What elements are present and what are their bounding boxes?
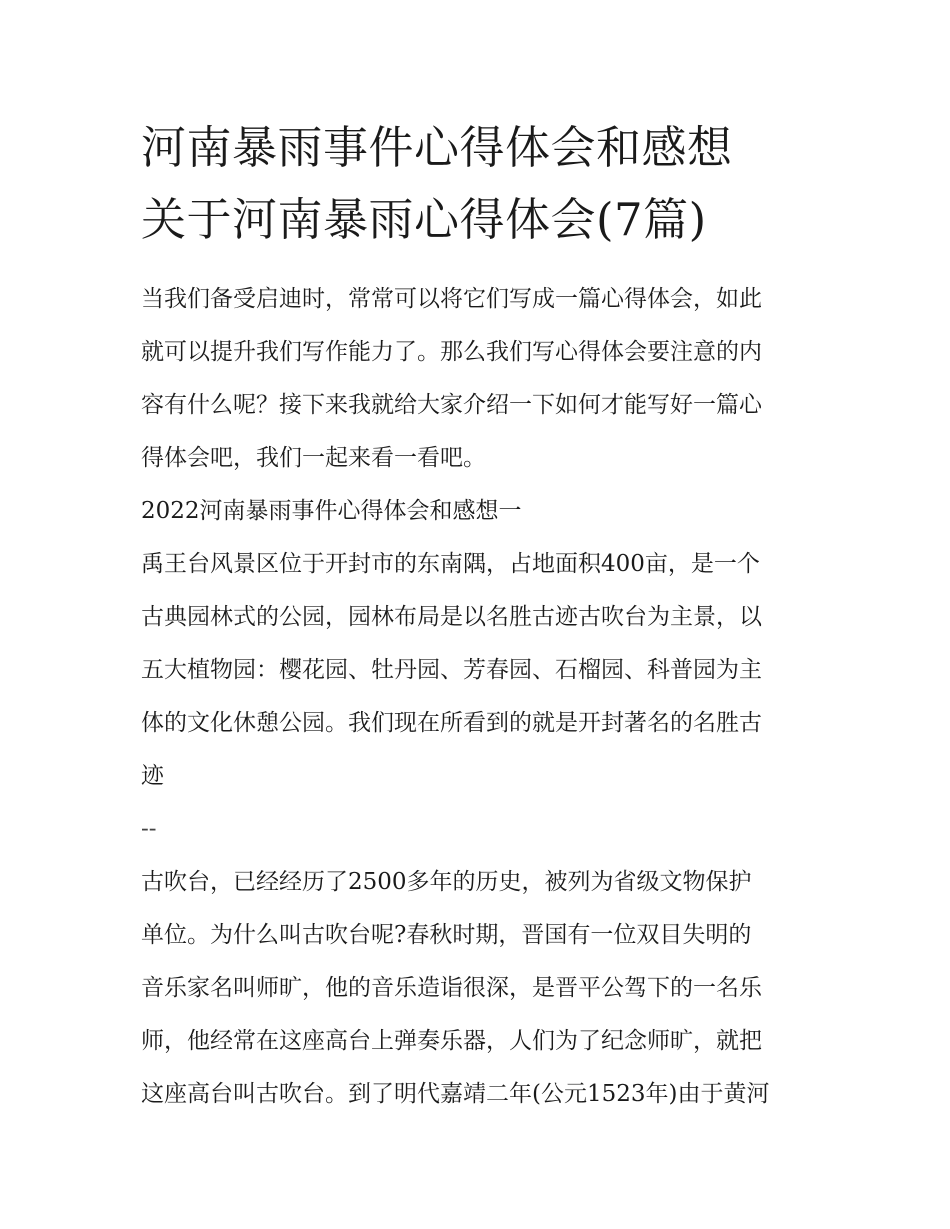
text-line: 当我们备受启迪时，常常可以将它们写成一篇心得体会，如此	[141, 286, 762, 312]
separator: --	[141, 816, 157, 842]
text-line: 禹王台风景区位于开封市的东南隅，占地面积400亩，是一个	[141, 551, 760, 577]
text-line: 单位。为什么叫古吹台呢?春秋时期，晋国有一位双目失明的	[141, 922, 752, 948]
text-line: 迹	[141, 763, 164, 789]
text-line: 古典园林式的公园，园林布局是以名胜古迹古吹台为主景，以	[141, 604, 762, 630]
text-line: 古吹台，已经经历了2500多年的历史，被列为省级文物保护	[141, 869, 752, 895]
text-line: 得体会吧，我们一起来看一看吧。	[141, 445, 486, 471]
document-page	[141, 112, 816, 1121]
text-line: 音乐家名叫师旷，他的音乐造诣很深，是晋平公驾下的一名乐	[141, 975, 762, 1001]
text-line: 容有什么呢？接下来我就给大家介绍一下如何才能写好一篇心	[141, 392, 762, 418]
body-paragraph	[141, 538, 816, 803]
text-line: 体的文化休憩公园。我们现在所看到的就是开封著名的名胜古	[141, 710, 762, 736]
section-heading: 2022河南暴雨事件心得体会和感想一	[141, 498, 522, 524]
title-line: 河南暴雨事件心得体会和感想	[141, 121, 733, 174]
text-line: 就可以提升我们写作能力了。那么我们写心得体会要注意的内	[141, 339, 762, 365]
text-line: 这座高台叫古吹台。到了明代嘉靖二年(公元1523年)由于黄河	[141, 1081, 770, 1107]
document-title	[141, 112, 816, 256]
title-line: 关于河南暴雨心得体会(7篇)	[141, 193, 707, 246]
text-line: 师，他经常在这座高台上弹奏乐器，人们为了纪念师旷，就把	[141, 1028, 762, 1054]
body-paragraph	[141, 856, 816, 1121]
document-body	[141, 273, 816, 1121]
text-line: 五大植物园：樱花园、牡丹园、芳春园、石榴园、科普园为主	[141, 657, 762, 683]
intro-paragraph	[141, 273, 816, 485]
